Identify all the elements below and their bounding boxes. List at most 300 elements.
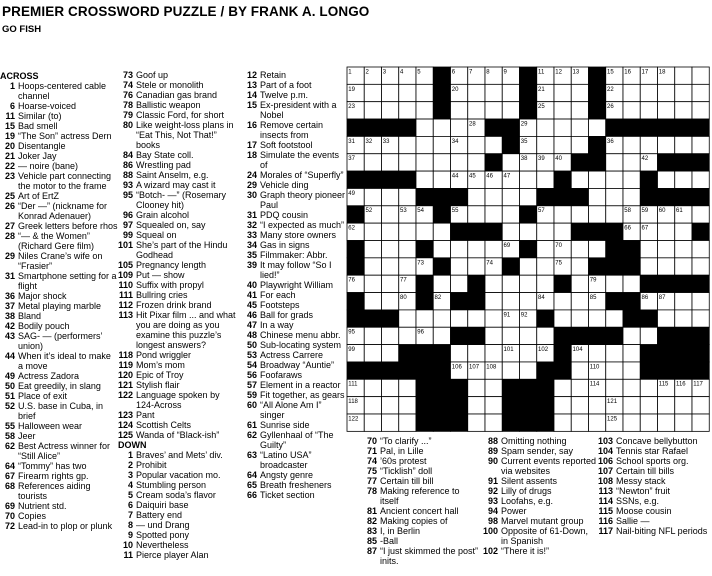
clue-item <box>118 480 240 490</box>
grid-cell[interactable] <box>520 188 537 205</box>
grid-cell[interactable] <box>433 223 450 240</box>
grid-cell[interactable] <box>606 206 623 223</box>
grid-cell[interactable] <box>433 119 450 136</box>
grid-cell[interactable] <box>468 379 485 396</box>
grid-cell[interactable] <box>416 84 433 101</box>
clue-number: 120 <box>118 370 134 380</box>
grid-cell[interactable] <box>364 223 381 240</box>
clue-number: 14 <box>246 90 257 100</box>
grid-cell[interactable] <box>675 241 692 258</box>
black-square <box>502 119 519 136</box>
grid-cell[interactable] <box>485 379 502 396</box>
grid-cell[interactable] <box>364 293 381 310</box>
grid-cell[interactable] <box>433 241 450 258</box>
grid-cell[interactable] <box>675 84 692 101</box>
clue-item <box>118 310 240 350</box>
grid-cell[interactable] <box>468 241 485 258</box>
clue-text: Current events reported via websites <box>501 456 597 476</box>
clue-item <box>242 180 346 190</box>
clue-number: 13 <box>246 80 257 90</box>
clue-item <box>0 171 118 191</box>
grid-cell[interactable] <box>571 258 588 275</box>
cell-number: 113 <box>520 381 531 388</box>
grid-cell[interactable] <box>554 102 571 119</box>
grid-cell[interactable] <box>416 136 433 153</box>
clue-text: Many store owners <box>260 230 337 240</box>
grid-cell[interactable] <box>658 171 675 188</box>
grid-cell[interactable] <box>606 310 623 327</box>
grid-cell[interactable] <box>658 414 675 431</box>
grid-cell[interactable] <box>399 84 416 101</box>
clue-number: 73 <box>122 70 133 80</box>
grid-cell[interactable] <box>399 258 416 275</box>
cell-number: 13 <box>572 69 580 76</box>
grid-cell[interactable] <box>399 397 416 414</box>
grid-cell[interactable] <box>623 414 640 431</box>
grid-cell[interactable] <box>364 154 381 171</box>
grid-cell[interactable] <box>589 310 606 327</box>
clue-item <box>0 351 118 371</box>
grid-cell[interactable] <box>485 293 502 310</box>
grid-cell[interactable] <box>623 171 640 188</box>
clue-number: 61 <box>246 420 257 430</box>
grid-cell[interactable] <box>571 414 588 431</box>
clue-item <box>242 190 346 210</box>
black-square <box>502 397 519 414</box>
grid-cell[interactable] <box>571 84 588 101</box>
grid-cell[interactable] <box>451 310 468 327</box>
clue-number: 58 <box>4 431 15 441</box>
grid-cell[interactable] <box>606 188 623 205</box>
grid-cell[interactable] <box>364 188 381 205</box>
grid-cell[interactable] <box>640 397 657 414</box>
clue-text: Filmmaker: Abbr. <box>260 250 328 260</box>
grid-cell[interactable] <box>451 275 468 292</box>
clue-item <box>242 150 346 170</box>
grid-cell[interactable] <box>571 310 588 327</box>
grid-cell[interactable] <box>692 310 709 327</box>
grid-cell[interactable] <box>571 293 588 310</box>
clue-text: “Newton” fruit <box>616 486 671 496</box>
grid-cell[interactable] <box>520 258 537 275</box>
grid-cell[interactable] <box>571 102 588 119</box>
grid-cell[interactable] <box>502 154 519 171</box>
grid-cell[interactable] <box>623 327 640 344</box>
clue-number: 8 <box>127 520 133 530</box>
grid-cell[interactable] <box>451 241 468 258</box>
grid-cell[interactable] <box>382 414 399 431</box>
clue-number: 31 <box>4 271 15 281</box>
grid-cell[interactable] <box>399 241 416 258</box>
grid-cell[interactable] <box>399 136 416 153</box>
grid-cell[interactable] <box>382 275 399 292</box>
grid-cell[interactable] <box>468 206 485 223</box>
grid-cell[interactable] <box>623 345 640 362</box>
grid-cell[interactable] <box>658 241 675 258</box>
black-square <box>502 414 519 431</box>
clue-number: 110 <box>118 280 133 290</box>
black-square <box>382 119 399 136</box>
grid-cell[interactable] <box>364 102 381 119</box>
grid-cell[interactable] <box>640 379 657 396</box>
grid-cell[interactable] <box>537 119 554 136</box>
cell-number: 114 <box>589 381 600 388</box>
grid-cell[interactable] <box>485 102 502 119</box>
grid-cell[interactable] <box>554 293 571 310</box>
clue-item <box>362 546 480 566</box>
grid-cell[interactable] <box>554 84 571 101</box>
grid-cell[interactable] <box>692 241 709 258</box>
grid-cell[interactable] <box>364 414 381 431</box>
grid-cell[interactable] <box>571 136 588 153</box>
cell-number: 35 <box>520 138 528 145</box>
grid-cell[interactable] <box>589 241 606 258</box>
clue-text: “Ticklish” doll <box>380 466 433 476</box>
black-square <box>606 258 623 275</box>
grid-cell[interactable] <box>554 206 571 223</box>
grid-cell[interactable] <box>675 397 692 414</box>
grid-cell[interactable] <box>675 102 692 119</box>
clue-text: Making reference to itself <box>380 486 460 506</box>
clue-item <box>118 450 240 460</box>
grid-cell[interactable] <box>520 223 537 240</box>
clue-item <box>598 446 710 456</box>
grid-cell[interactable] <box>364 275 381 292</box>
grid-cell[interactable] <box>364 84 381 101</box>
grid-cell[interactable] <box>502 223 519 240</box>
grid-cell[interactable] <box>433 310 450 327</box>
grid-cell[interactable] <box>640 414 657 431</box>
grid-cell[interactable] <box>502 362 519 379</box>
grid-cell[interactable] <box>451 258 468 275</box>
black-square <box>416 362 433 379</box>
grid-cell[interactable] <box>364 345 381 362</box>
grid-cell[interactable] <box>520 327 537 344</box>
grid-cell[interactable] <box>382 223 399 240</box>
grid-cell[interactable] <box>399 102 416 119</box>
grid-cell[interactable] <box>416 119 433 136</box>
grid-cell[interactable] <box>623 362 640 379</box>
grid-cell[interactable] <box>692 102 709 119</box>
grid-cell[interactable] <box>485 206 502 223</box>
grid-cell[interactable] <box>399 223 416 240</box>
grid-cell[interactable] <box>382 241 399 258</box>
clue-number: 22 <box>4 161 15 171</box>
grid-cell[interactable] <box>502 293 519 310</box>
grid-cell[interactable] <box>675 223 692 240</box>
clue-item <box>483 506 597 516</box>
clue-number: 103 <box>598 436 614 446</box>
grid-cell[interactable] <box>623 84 640 101</box>
clue-text: Best Actress winner for “Still Alice” <box>18 441 111 461</box>
grid-cell[interactable] <box>520 293 537 310</box>
grid-cell[interactable] <box>606 379 623 396</box>
grid-cell[interactable] <box>623 397 640 414</box>
grid-cell[interactable] <box>589 188 606 205</box>
grid-cell[interactable] <box>640 84 657 101</box>
grid-cell[interactable] <box>589 206 606 223</box>
grid-cell[interactable] <box>571 379 588 396</box>
grid-cell[interactable] <box>382 293 399 310</box>
clue-number: 56 <box>246 370 257 380</box>
grid-cell[interactable] <box>658 223 675 240</box>
cell-number: 69 <box>503 242 511 249</box>
grid-cell[interactable] <box>571 206 588 223</box>
grid-cell[interactable] <box>364 397 381 414</box>
grid-cell[interactable] <box>640 136 657 153</box>
grid-cell[interactable] <box>537 171 554 188</box>
clue-text: Lead-in to plop or plunk <box>18 521 113 531</box>
clue-number: 62 <box>4 441 15 451</box>
clue-text: Jeer <box>18 431 36 441</box>
grid-cell[interactable] <box>485 241 502 258</box>
grid-cell[interactable] <box>468 154 485 171</box>
grid-cell[interactable] <box>606 275 623 292</box>
black-square <box>571 223 588 240</box>
grid-cell[interactable] <box>468 310 485 327</box>
grid-cell[interactable] <box>623 275 640 292</box>
clue-text: I, in Berlin <box>380 526 421 536</box>
grid-cell[interactable] <box>468 84 485 101</box>
grid-cell[interactable] <box>416 102 433 119</box>
grid-cell[interactable] <box>382 345 399 362</box>
grid-cell[interactable] <box>692 84 709 101</box>
grid-cell[interactable] <box>520 362 537 379</box>
grid-cell[interactable] <box>485 397 502 414</box>
grid-cell[interactable] <box>399 379 416 396</box>
grid-cell[interactable] <box>502 206 519 223</box>
grid-cell[interactable] <box>433 275 450 292</box>
grid-cell[interactable] <box>554 379 571 396</box>
grid-cell[interactable] <box>675 310 692 327</box>
grid-cell[interactable] <box>468 397 485 414</box>
grid-cell[interactable] <box>675 171 692 188</box>
grid-cell[interactable] <box>364 258 381 275</box>
grid-cell[interactable] <box>537 327 554 344</box>
grid-cell[interactable] <box>382 188 399 205</box>
grid-cell[interactable] <box>502 275 519 292</box>
grid-cell[interactable] <box>399 154 416 171</box>
grid-cell[interactable] <box>692 171 709 188</box>
grid-cell[interactable] <box>640 102 657 119</box>
grid-cell[interactable] <box>399 188 416 205</box>
grid-cell[interactable] <box>692 258 709 275</box>
clue-item <box>242 210 346 220</box>
grid-cell[interactable] <box>692 67 709 84</box>
grid-cell[interactable] <box>606 362 623 379</box>
black-square <box>485 119 502 136</box>
grid-cell[interactable] <box>502 188 519 205</box>
grid-cell[interactable] <box>502 84 519 101</box>
grid-cell[interactable] <box>571 171 588 188</box>
grid-cell[interactable] <box>502 102 519 119</box>
grid-cell[interactable] <box>399 310 416 327</box>
grid-cell[interactable] <box>433 171 450 188</box>
black-square <box>416 414 433 431</box>
clue-number: 113 <box>598 486 613 496</box>
grid-cell[interactable] <box>658 310 675 327</box>
clue-number: 51 <box>4 391 15 401</box>
grid-cell[interactable] <box>451 119 468 136</box>
grid-cell[interactable] <box>640 258 657 275</box>
clue-item <box>0 511 118 521</box>
grid-cell[interactable] <box>364 327 381 344</box>
grid-cell[interactable] <box>364 241 381 258</box>
grid-cell[interactable] <box>658 136 675 153</box>
grid-cell[interactable] <box>692 414 709 431</box>
grid-cell[interactable] <box>571 119 588 136</box>
grid-cell[interactable] <box>692 293 709 310</box>
grid-cell[interactable] <box>485 345 502 362</box>
grid-cell[interactable] <box>640 241 657 258</box>
grid-cell[interactable] <box>468 414 485 431</box>
grid-cell[interactable] <box>416 223 433 240</box>
grid-cell[interactable] <box>606 154 623 171</box>
grid-cell[interactable] <box>382 258 399 275</box>
grid-cell[interactable] <box>623 188 640 205</box>
clue-number: 27 <box>4 221 15 231</box>
grid-cell[interactable] <box>485 327 502 344</box>
grid-cell[interactable] <box>468 188 485 205</box>
clue-text: Bullring cries <box>136 290 188 300</box>
grid-cell[interactable] <box>485 310 502 327</box>
cell-number: 23 <box>348 104 355 111</box>
grid-cell[interactable] <box>382 154 399 171</box>
grid-cell[interactable] <box>382 102 399 119</box>
clue-item <box>118 100 240 110</box>
clue-item <box>118 210 240 220</box>
clue-text: “There it is!” <box>501 546 550 556</box>
grid-cell[interactable] <box>537 241 554 258</box>
grid-cell[interactable] <box>606 171 623 188</box>
clue-text: Disentangle <box>18 141 66 151</box>
grid-cell[interactable] <box>433 136 450 153</box>
grid-cell[interactable] <box>623 136 640 153</box>
cell-number: 117 <box>693 381 703 388</box>
clue-text: Tennis star Rafael <box>616 446 689 456</box>
grid-cell[interactable] <box>364 379 381 396</box>
black-square <box>589 154 606 171</box>
cell-number: 60 <box>658 208 666 215</box>
grid-cell[interactable] <box>468 345 485 362</box>
grid-cell[interactable] <box>675 136 692 153</box>
grid-cell[interactable] <box>537 258 554 275</box>
grid-cell[interactable] <box>416 310 433 327</box>
grid-cell[interactable] <box>399 414 416 431</box>
grid-cell[interactable] <box>554 223 571 240</box>
cell-number: 5 <box>417 69 421 76</box>
clue-item <box>598 436 710 446</box>
grid-cell[interactable] <box>382 397 399 414</box>
cell-number: 27 <box>400 121 407 128</box>
grid-cell[interactable] <box>675 414 692 431</box>
grid-cell[interactable] <box>675 258 692 275</box>
grid-cell[interactable] <box>554 397 571 414</box>
grid-cell[interactable] <box>451 154 468 171</box>
grid-cell[interactable] <box>554 310 571 327</box>
grid-cell[interactable] <box>606 345 623 362</box>
cell-number: 59 <box>641 208 649 215</box>
grid-cell[interactable] <box>589 119 606 136</box>
grid-cell[interactable] <box>485 188 502 205</box>
grid-cell[interactable] <box>520 171 537 188</box>
grid-cell[interactable] <box>399 327 416 344</box>
grid-cell[interactable] <box>658 84 675 101</box>
grid-cell[interactable] <box>451 102 468 119</box>
grid-cell[interactable] <box>537 223 554 240</box>
grid-cell[interactable] <box>675 293 692 310</box>
grid-cell[interactable] <box>416 171 433 188</box>
grid-cell[interactable] <box>382 206 399 223</box>
grid-cell[interactable] <box>692 397 709 414</box>
cell-number: 52 <box>365 208 373 215</box>
grid-cell[interactable] <box>571 241 588 258</box>
grid-cell[interactable] <box>675 67 692 84</box>
clue-number: 125 <box>118 430 134 440</box>
grid-cell[interactable] <box>468 102 485 119</box>
grid-cell[interactable] <box>658 397 675 414</box>
grid-cell[interactable] <box>589 414 606 431</box>
clue-item <box>118 290 240 300</box>
clue-item <box>483 436 597 446</box>
grid-cell[interactable] <box>571 397 588 414</box>
grid-cell[interactable] <box>468 258 485 275</box>
grid-cell[interactable] <box>537 275 554 292</box>
grid-cell[interactable] <box>537 136 554 153</box>
grid-cell[interactable] <box>623 102 640 119</box>
grid-cell[interactable] <box>485 136 502 153</box>
grid-cell[interactable] <box>520 275 537 292</box>
grid-cell[interactable] <box>623 154 640 171</box>
clue-text: “Botch- —” (Rosemary Clooney hit) <box>136 190 227 210</box>
grid-cell[interactable] <box>485 414 502 431</box>
grid-cell[interactable] <box>451 345 468 362</box>
clue-number: 119 <box>118 360 133 370</box>
grid-cell[interactable] <box>589 345 606 362</box>
grid-cell[interactable] <box>589 397 606 414</box>
black-square <box>658 345 675 362</box>
black-square <box>537 414 554 431</box>
grid-cell[interactable] <box>502 327 519 344</box>
grid-cell[interactable] <box>433 327 450 344</box>
grid-cell[interactable] <box>589 171 606 188</box>
grid-cell[interactable] <box>382 379 399 396</box>
grid-cell[interactable] <box>571 362 588 379</box>
clue-text: SSNs, e.g. <box>616 496 660 506</box>
black-square <box>554 171 571 188</box>
grid-cell[interactable] <box>382 84 399 101</box>
grid-cell[interactable] <box>520 345 537 362</box>
grid-cell[interactable] <box>692 206 709 223</box>
grid-cell[interactable] <box>468 136 485 153</box>
grid-cell[interactable] <box>485 84 502 101</box>
grid-cell[interactable] <box>485 275 502 292</box>
grid-cell[interactable] <box>658 258 675 275</box>
clue-number: 29 <box>4 251 15 261</box>
grid-cell[interactable] <box>640 327 657 344</box>
grid-cell[interactable] <box>658 102 675 119</box>
grid-cell[interactable] <box>433 154 450 171</box>
grid-cell[interactable] <box>623 379 640 396</box>
grid-cell[interactable] <box>554 414 571 431</box>
black-square <box>502 136 519 153</box>
grid-cell[interactable] <box>692 136 709 153</box>
grid-cell[interactable] <box>554 136 571 153</box>
grid-cell[interactable] <box>571 275 588 292</box>
grid-cell[interactable] <box>382 327 399 344</box>
grid-cell[interactable] <box>416 154 433 171</box>
grid-cell[interactable] <box>554 119 571 136</box>
